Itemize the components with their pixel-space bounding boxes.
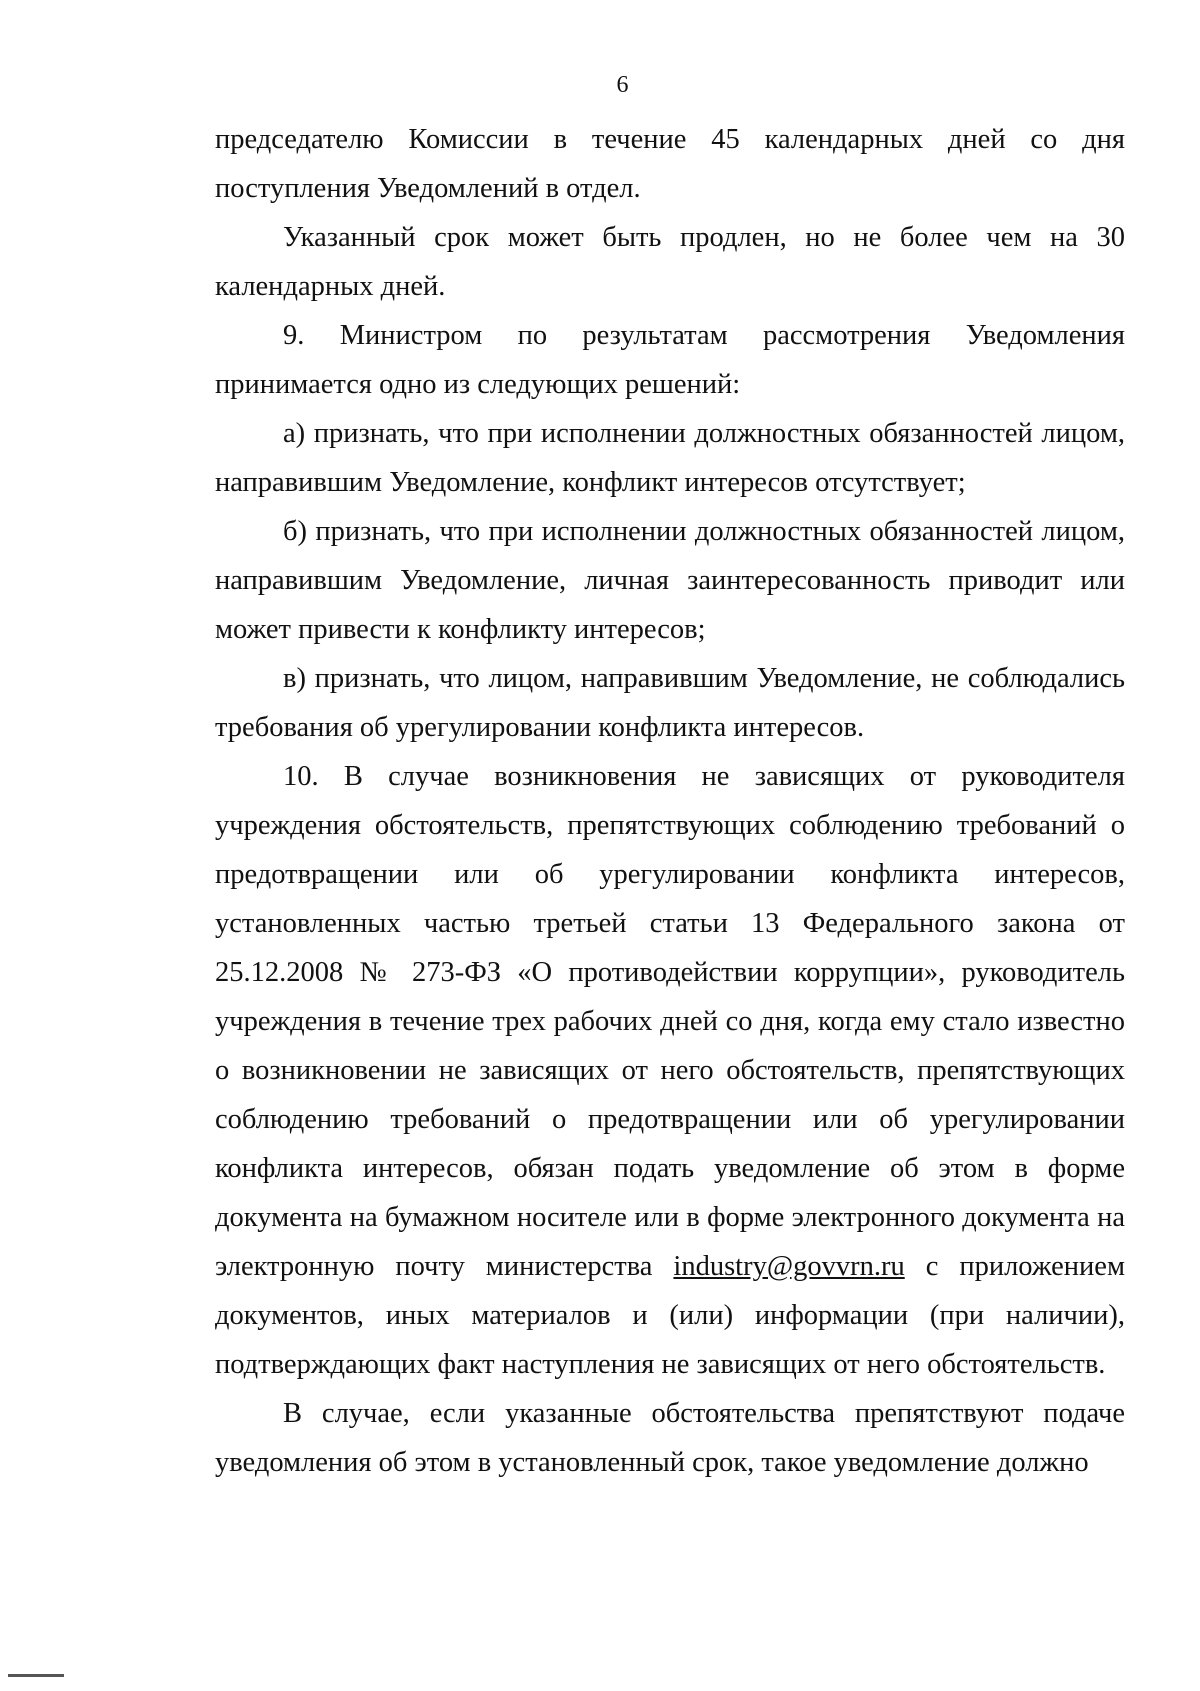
paragraph-9-a: а) признать, что при исполнении должностных обязанностей лицом, направившим Уведомление, конфликт интересов отсутствует; bbox=[215, 418, 1125, 498]
scan-edge-mark bbox=[8, 1674, 64, 1677]
paragraph-9-b: б) признать, что при исполнении должностных обязанностей лицом, направившим Уведомление, личная заинтересованность приводит или может привести к конфликту интересов; bbox=[215, 516, 1125, 645]
paragraph-10-text-start: 10. В случае возникновения не зависящих от руководителя учреждения обстоятельств, препятствующих соблюдению требований о предотвращении или об урегулировании конфликта интересов, установленных частью третьей статьи 13 Федерального закона от 25.12.2008 № 273-ФЗ «О противодействии коррупции», руководитель учреждения в течение трех рабочих дней со дня, когда ему стало известно о возникновении не зависящих от него обстоятельств, препятствующих соблюдению требований о предотвращении или об урегулировании конфликта интересов, обязан подать уведомление об этом в форме документа на бумажном носителе или в форме электронного документа на электронную почту министерства bbox=[215, 761, 1125, 1282]
paragraph-10-text-end: с приложением документов, иных материалов и (или) информации (при наличии), подтверждающих факт наступления не зависящих от него обстоятельств. bbox=[215, 1251, 1125, 1380]
page-number: 6 bbox=[616, 72, 629, 98]
paragraph-9-c: в) признать, что лицом, направившим Уведомление, не соблюдались требования об урегулировании конфликта интересов. bbox=[215, 663, 1125, 743]
email-link[interactable]: industry@govvrn.ru bbox=[673, 1251, 905, 1282]
paragraph-10 bbox=[215, 752, 1125, 1389]
document-body bbox=[215, 115, 1125, 1487]
paragraph-continuation: председателю Комиссии в течение 45 календарных дней со дня поступления Уведомлений в отдел. bbox=[215, 124, 1125, 204]
paragraph-9: 9. Министром по результатам рассмотрения Уведомления принимается одно из следующих решений: bbox=[215, 320, 1125, 400]
paragraph-term-extension: Указанный срок может быть продлен, но не более чем на 30 календарных дней. bbox=[215, 222, 1125, 302]
paragraph-last: В случае, если указанные обстоятельства препятствуют подаче уведомления об этом в установленный срок, такое уведомление должно bbox=[215, 1398, 1125, 1478]
